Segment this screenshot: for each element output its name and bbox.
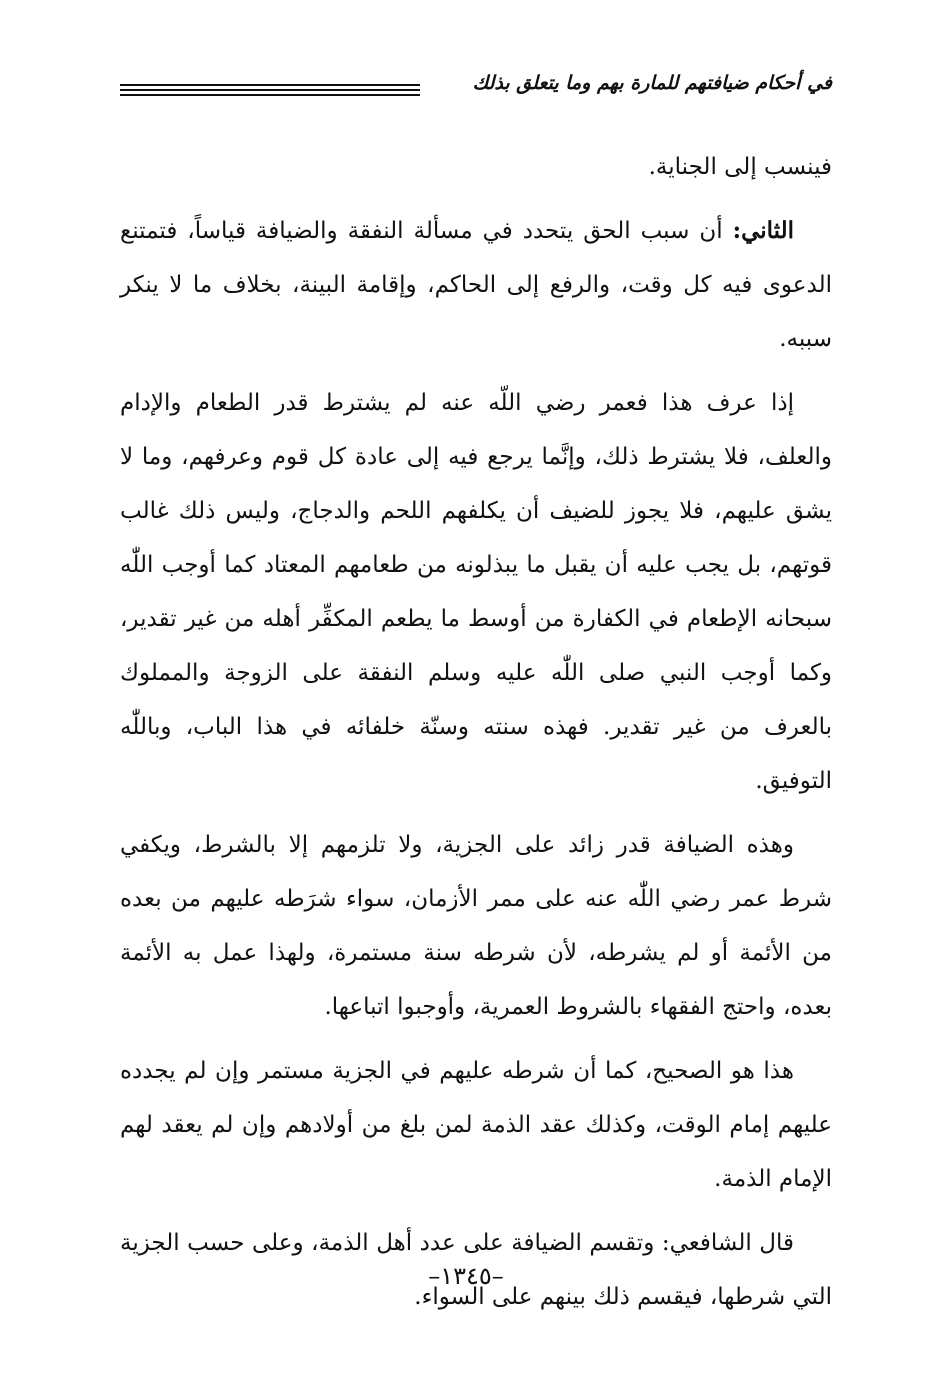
paragraph-text: هذا هو الصحيح، كما أن شرطه عليهم في الجزية مستمر وإن لم يجدده عليهم إمام الوقت، وكذلك عقد الذمة لمن بلغ من أولادهم وإن لم يعقد لهم الإمام الذمة. [120,1058,832,1192]
paragraph-lead-word: الثاني: [732,217,794,244]
paragraph-text: وهذه الضيافة قدر زائد على الجزية، ولا تلزمهم إلا بالشرط، ويكفي شرط عمر رضي اللّٰه عنه على ممر الأزمان، سواء شرَطه عليهم من بعده من الأئمة أو لم يشرطه، لأن شرطه سنة مستمرة، ولهذا عمل به الأئمة بعده، واحتج الفقهاء بالشروط العمرية، وأوجبوا اتباعها. [120,832,832,1020]
page-number: –١٣٤٥– [428,1262,504,1290]
paragraph-umar-condition [120,376,832,808]
header-rule-line [120,94,420,96]
header-rule-line [120,89,420,91]
paragraph-text: قال الشافعي: وتقسم الضيافة على عدد أهل الذمة، وعلى حسب الجزية التي شرطها، فيقسم ذلك بينهم على السواء. [120,1230,832,1310]
header-rule-line [120,84,420,86]
paragraph-text: فينسب إلى الجناية. [648,154,832,180]
body-text [120,140,832,1334]
running-header [120,68,832,108]
header-title: في أحكام ضيافتهم للمارة بهم وما يتعلق بذلك [472,72,832,94]
paragraph-hospitality-jizya [120,818,832,1034]
paragraph-continuation [120,140,832,194]
paragraph-second-reason [120,204,832,366]
paragraph-correct-view [120,1044,832,1206]
paragraph-text: أن سبب الحق يتحدد في مسألة النفقة والضيافة قياساً، فتمتنع الدعوى فيه كل وقت، والرفع إلى الحاكم، وإقامة البينة، بخلاف ما لا ينكر سببه. [120,218,832,352]
paragraph-text: إذا عرف هذا فعمر رضي اللّه عنه لم يشترط قدر الطعام والإدام والعلف، فلا يشترط ذلك، وإنَّما يرجع فيه إلى عادة كل قوم وعرفهم، وما لا يشق عليهم، فلا يجوز للضيف أن يكلفهم اللحم والدجاج، وليس ذلك غالب قوتهم، بل يجب عليه أن يقبل ما يبذلونه من طعامهم المعتاد كما أوجب اللّٰه سبحانه الإطعام في الكفارة من أوسط ما يطعم المكفِّر أهله من غير تقدير، وكما أوجب النبي صلى اللّٰه عليه وسلم النفقة على الزوجة والمملوك بالعرف من غير تقدير. فهذه سنته وسنّة خلفائه في هذا الباب، وباللّٰه التوفيق. [120,390,832,794]
